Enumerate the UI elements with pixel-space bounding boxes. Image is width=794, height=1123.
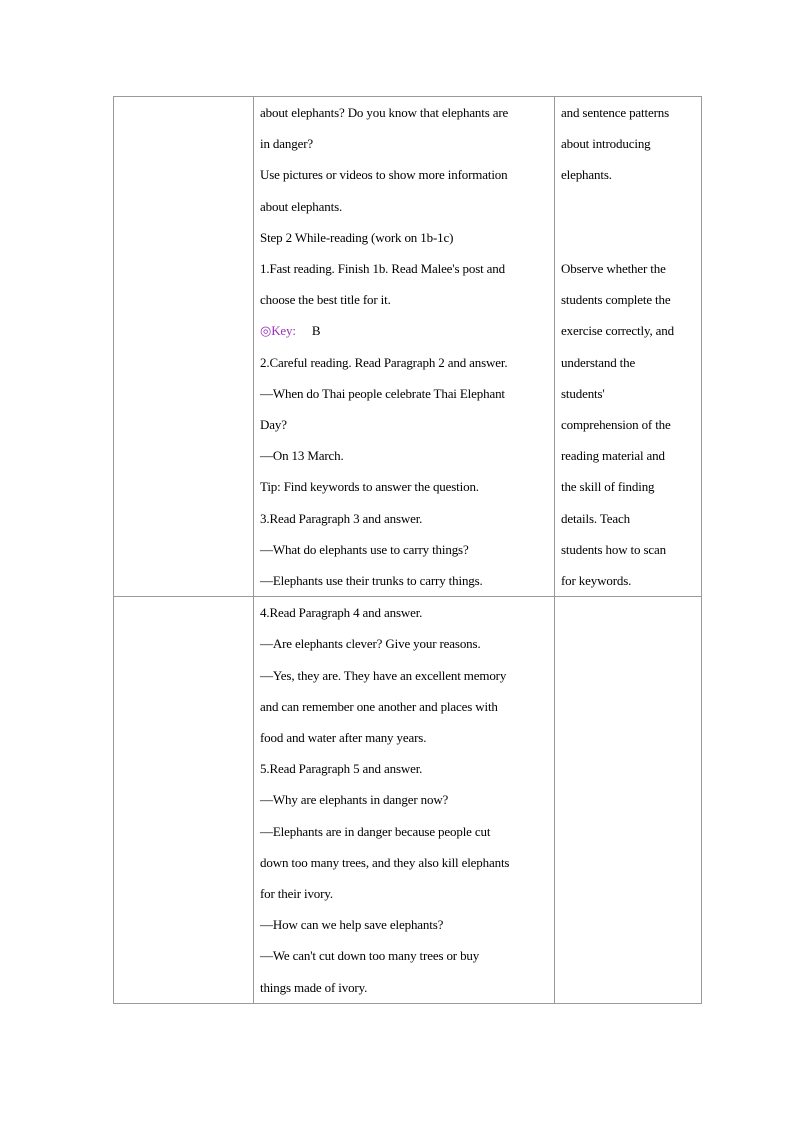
purpose-cell (555, 597, 702, 1004)
activity-line: —Elephants are in danger because people cut (260, 823, 491, 839)
purpose-line: for keywords. (561, 573, 632, 589)
activity-cell (254, 97, 555, 597)
activity-line: 1.Fast reading. Finish 1b. Read Malee's post and (260, 261, 505, 277)
purpose-line: students how to scan (561, 541, 666, 557)
activity-line: in danger? (260, 136, 314, 152)
activity-line: for their ivory. (260, 886, 333, 902)
activity-line: —Why are elephants in danger now? (260, 792, 449, 808)
key-value: B (311, 323, 321, 339)
activity-line: about elephants. (260, 198, 343, 214)
activity-line: 2.Careful reading. Read Paragraph 2 and answer. (260, 354, 508, 370)
activity-line: and can remember one another and places with (260, 698, 498, 714)
purpose-line: the skill of finding (561, 479, 655, 495)
activity-line: 4.Read Paragraph 4 and answer. (260, 605, 423, 621)
activity-line: Tip: Find keywords to answer the question. (260, 479, 479, 495)
activity-line: —What do elephants use to carry things? (260, 541, 469, 557)
activity-line: —Are elephants clever? Give your reasons. (260, 636, 481, 652)
activity-line: food and water after many years. (260, 730, 427, 746)
activity-line: 5.Read Paragraph 5 and answer. (260, 761, 423, 777)
activity-cell (254, 597, 555, 1004)
purpose-line: students complete the (561, 292, 671, 308)
stage-cell (114, 597, 254, 1004)
purpose-line: comprehension of the (561, 417, 671, 433)
activity-line: about elephants? Do you know that elephants are (260, 105, 509, 120)
activity-line: —On 13 March. (260, 448, 344, 464)
purpose-spacer (561, 191, 701, 253)
key-line (260, 315, 554, 346)
purpose-line: and sentence patterns (561, 105, 670, 120)
activity-line: —Yes, they are. They have an excellent memory (260, 667, 507, 683)
activity-line: 3.Read Paragraph 3 and answer. (260, 510, 423, 526)
activity-line: choose the best title for it. (260, 292, 391, 308)
purpose-line: understand the (561, 354, 636, 370)
activity-line: —When do Thai people celebrate Thai Elephant (260, 385, 505, 401)
activity-line: Use pictures or videos to show more information (260, 167, 508, 183)
purpose-cell (555, 97, 702, 597)
purpose-line: about introducing (561, 136, 651, 152)
activity-line: down too many trees, and they also kill elephants (260, 854, 510, 870)
table-row (114, 597, 702, 1004)
purpose-line: students' (561, 385, 605, 401)
key-label: ◎Key: (260, 323, 296, 339)
activity-line: —How can we help save elephants? (260, 917, 444, 933)
purpose-line: details. Teach (561, 510, 630, 526)
stage-cell (114, 97, 254, 597)
activity-line: Day? (260, 417, 287, 433)
activity-line: —Elephants use their trunks to carry things. (260, 573, 483, 589)
purpose-line: reading material and (561, 448, 665, 464)
purpose-line: Observe whether the (561, 261, 666, 276)
purpose-line: elephants. (561, 167, 612, 183)
activity-line: Step 2 While-reading (work on 1b-1c) (260, 229, 454, 245)
activity-line: things made of ivory. (260, 979, 368, 995)
lesson-plan-table (113, 96, 702, 1004)
purpose-line: exercise correctly, and (561, 323, 674, 339)
table-row (114, 97, 702, 597)
activity-line: —We can't cut down too many trees or buy (260, 948, 480, 964)
